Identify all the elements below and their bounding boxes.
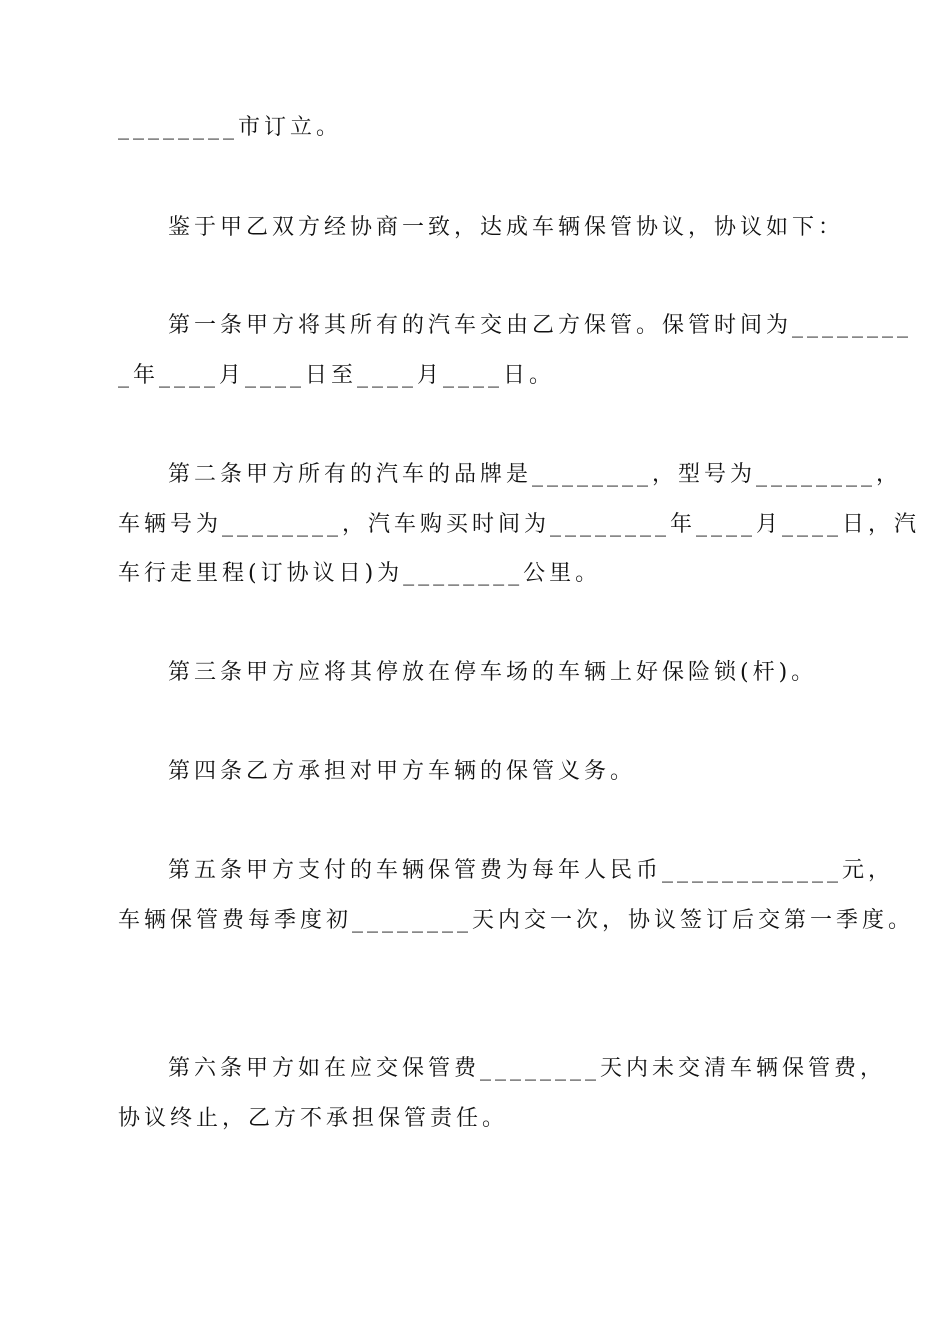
text-line-article1-b: _年____月____日至____月____日。 [118, 363, 556, 388]
text-line-article6-a: 第六条甲方如在应交保管费________天内未交清车辆保管费， [168, 1056, 887, 1081]
text-line-preamble: 鉴于甲乙双方经协商一致，达成车辆保管协议，协议如下： [168, 215, 845, 240]
text-line-article2-a: 第二条甲方所有的汽车的品牌是________，型号为________， [168, 462, 903, 487]
text-line-article6-b: 协议终止，乙方不承担保管责任。 [118, 1106, 509, 1131]
text-line-article1-a: 第一条甲方将其所有的汽车交由乙方保管。保管时间为________ [168, 313, 913, 338]
text-line-city: ________市订立。 [118, 115, 343, 140]
text-line-article2-b: 车辆号为________，汽车购买时间为________年____月____日，汽 [118, 512, 921, 537]
text-line-article4: 第四条乙方承担对甲方车辆的保管义务。 [168, 759, 637, 784]
text-line-article5-a: 第五条甲方支付的车辆保管费为每年人民币____________元， [168, 858, 895, 883]
text-line-article2-c: 车行走里程(订协议日)为________公里。 [118, 561, 602, 586]
text-line-article5-b: 车辆保管费每季度初________天内交一次，协议签订后交第一季度。 [118, 908, 915, 933]
text-line-article3: 第三条甲方应将其停放在停车场的车辆上好保险锁(杆)。 [168, 660, 818, 685]
